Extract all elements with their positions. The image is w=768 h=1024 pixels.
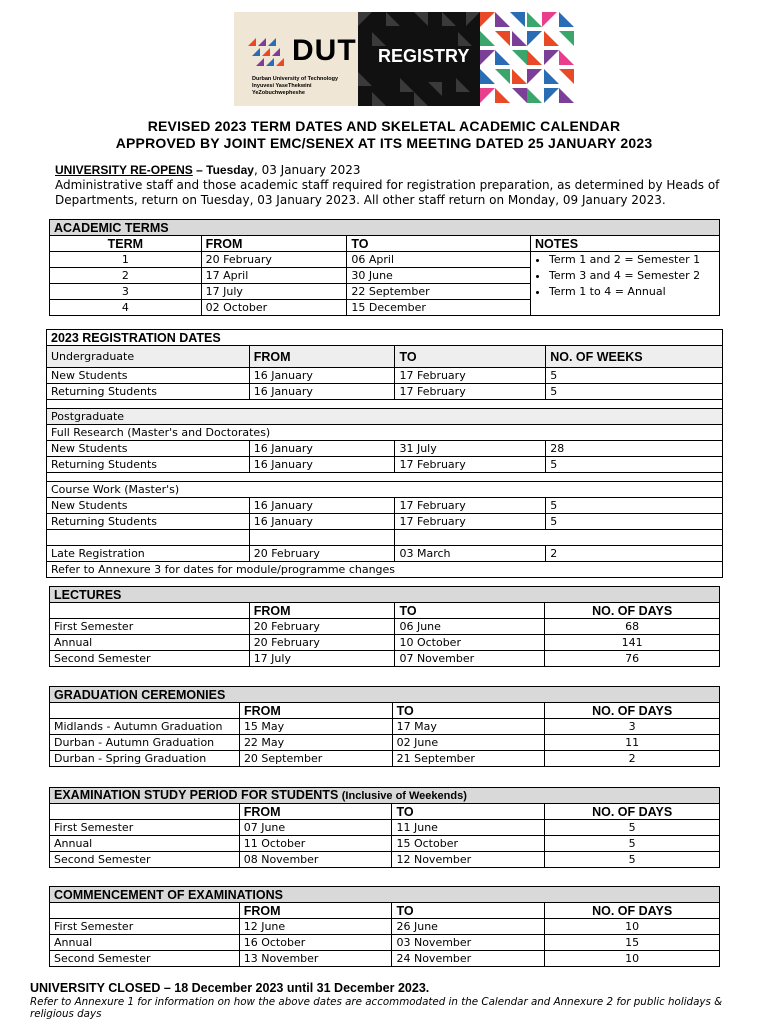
table-row (47, 368, 723, 384)
row-label: First Semester (50, 619, 250, 635)
row-label: New Students (47, 441, 250, 457)
col-days: NO. OF DAYS (545, 703, 720, 719)
to-value: 10 October (395, 635, 545, 651)
from-value: 22 May (239, 735, 392, 751)
table-row (50, 719, 720, 735)
to-value: 03 November (392, 935, 545, 951)
from-value: 11 October (239, 836, 392, 852)
col-blank (50, 804, 240, 820)
registry-label: REGISTRY (378, 46, 470, 66)
table-row (50, 919, 720, 935)
table-row (47, 498, 723, 514)
from-value: 08 November (239, 852, 392, 868)
university-closed-notice: UNIVERSITY CLOSED – 18 December 2023 until 31 December 2023. (30, 981, 430, 995)
graduation-title: GRADUATION CEREMONIES (50, 687, 720, 703)
table-row (50, 651, 720, 667)
table-row (50, 751, 720, 767)
to-value: 21 September (392, 751, 545, 767)
days-value: 76 (545, 651, 720, 667)
from-value: 15 May (239, 719, 392, 735)
university-name-english: Durban University of Technology (252, 76, 339, 82)
registration-title: 2023 REGISTRATION DATES (47, 330, 723, 346)
academic-terms-table (49, 219, 720, 316)
triangle-pattern-colour (480, 12, 574, 106)
days-value: 5 (545, 836, 720, 852)
col-to: TO (347, 236, 531, 252)
annexure-note: Refer to Annexure 3 for dates for module/programme changes (47, 562, 723, 578)
weeks-value: 5 (546, 368, 723, 384)
col-blank (50, 703, 240, 719)
exams-title: COMMENCEMENT OF EXAMINATIONS (50, 887, 720, 903)
table-row (47, 514, 723, 530)
from-value: 12 June (239, 919, 392, 935)
reopens-date: , 03 January 2023 (253, 163, 361, 177)
weeks-value: 5 (546, 514, 723, 530)
table-row (47, 457, 723, 473)
from-value: 16 October (239, 935, 392, 951)
term-from: 17 April (201, 268, 347, 284)
col-from: FROM (239, 903, 392, 919)
reopens-label: UNIVERSITY RE-OPENS (55, 163, 193, 177)
days-value: 11 (545, 735, 720, 751)
col-days: NO. OF DAYS (545, 804, 720, 820)
table-row (50, 852, 720, 868)
from-value: 16 January (249, 441, 395, 457)
table-row (50, 836, 720, 852)
academic-terms-title: ACADEMIC TERMS (50, 220, 720, 236)
col-from: FROM (249, 603, 395, 619)
university-name-zulu: Inyuvesi YaseThekwini YeZobuchwepheshe (252, 83, 312, 96)
section-row (47, 425, 723, 441)
registry-panel (358, 12, 480, 106)
from-value: 20 September (239, 751, 392, 767)
row-label: New Students (47, 368, 250, 384)
days-value: 68 (545, 619, 720, 635)
spacer-row (47, 473, 723, 482)
row-label: Returning Students (47, 457, 250, 473)
table-row (50, 951, 720, 967)
reopens-day: Tuesday (206, 163, 254, 177)
col-to: TO (395, 346, 546, 368)
registration-table (46, 329, 723, 578)
col-to: TO (395, 603, 545, 619)
col-blank (50, 603, 250, 619)
col-days: NO. OF DAYS (545, 603, 720, 619)
col-blank (50, 903, 240, 919)
row-label: Midlands - Autumn Graduation (50, 719, 240, 735)
col-term: TERM (50, 236, 202, 252)
days-value: 5 (545, 852, 720, 868)
spacer-row (47, 530, 723, 546)
lectures-title: LECTURES (50, 587, 720, 603)
exam-study-title (50, 788, 720, 804)
reopens-section (55, 163, 745, 208)
to-value: 03 March (395, 546, 546, 562)
from-value: 16 January (249, 384, 395, 400)
row-label: New Students (47, 498, 250, 514)
from-value: 17 July (249, 651, 395, 667)
weeks-value: 2 (546, 546, 723, 562)
col-from: FROM (201, 236, 347, 252)
undergraduate-label: Undergraduate (47, 346, 250, 368)
col-from: FROM (239, 703, 392, 719)
weeks-value: 5 (546, 457, 723, 473)
postgraduate-label: Postgraduate (47, 409, 723, 425)
col-to: TO (392, 703, 545, 719)
row-label: Annual (50, 836, 240, 852)
term-from: 02 October (201, 300, 347, 316)
from-value: 20 February (249, 619, 395, 635)
weeks-value: 5 (546, 498, 723, 514)
term-to: 15 December (347, 300, 531, 316)
days-value: 10 (545, 951, 720, 967)
section-row (47, 482, 723, 498)
table-row (50, 619, 720, 635)
to-value: 31 July (395, 441, 546, 457)
from-value: 16 January (249, 514, 395, 530)
table-row (47, 546, 723, 562)
table-row (47, 441, 723, 457)
weeks-value: 5 (546, 384, 723, 400)
to-value: 02 June (392, 735, 545, 751)
term-number: 1 (50, 252, 202, 268)
from-value: 16 January (249, 498, 395, 514)
to-value: 15 October (392, 836, 545, 852)
col-to: TO (392, 804, 545, 820)
dut-logo-text: DUT (292, 34, 357, 67)
from-value: 20 February (249, 635, 395, 651)
exam-study-table (49, 787, 720, 868)
term-to: 06 April (347, 252, 531, 268)
to-value: 17 February (395, 514, 546, 530)
to-value: 06 June (395, 619, 545, 635)
colour-pattern-panel (480, 12, 574, 106)
col-to: TO (392, 903, 545, 919)
term-number: 4 (50, 300, 202, 316)
term-number: 2 (50, 268, 202, 284)
term-notes (531, 252, 720, 316)
term-from: 20 February (201, 252, 347, 268)
from-value: 16 January (249, 457, 395, 473)
to-value: 11 June (392, 820, 545, 836)
to-value: 12 November (392, 852, 545, 868)
weeks-value: 28 (546, 441, 723, 457)
note-row (47, 562, 723, 578)
term-from: 17 July (201, 284, 347, 300)
footer-note: Refer to Annexure 1 for information on how the above dates are accommodated in the Calendar and Annexure 2 for public holidays & religious days (30, 996, 723, 1020)
lectures-table (49, 586, 720, 667)
table-row (47, 384, 723, 400)
to-value: 17 February (395, 368, 546, 384)
col-notes: NOTES (531, 236, 720, 252)
row-label: Late Registration (47, 546, 250, 562)
note-item: • Term 3 and 4 = Semester 2 (549, 268, 715, 284)
row-label: First Semester (50, 919, 240, 935)
graduation-table (49, 686, 720, 767)
row-label: Second Semester (50, 651, 250, 667)
to-value: 17 February (395, 384, 546, 400)
registry-banner (234, 12, 574, 106)
table-row (50, 935, 720, 951)
col-from: FROM (249, 346, 395, 368)
row-label: Second Semester (50, 951, 240, 967)
note-item: • Term 1 to 4 = Annual (549, 284, 715, 300)
term-to: 22 September (347, 284, 531, 300)
days-value: 2 (545, 751, 720, 767)
university-name (252, 76, 356, 97)
note-item: • Term 1 and 2 = Semester 1 (549, 252, 715, 268)
spacer-row (47, 400, 723, 409)
section-row (47, 409, 723, 425)
document-title-line1: REVISED 2023 TERM DATES AND SKELETAL ACADEMIC CALENDAR (147, 118, 621, 134)
to-value: 24 November (392, 951, 545, 967)
term-to: 30 June (347, 268, 531, 284)
row-label: Durban - Spring Graduation (50, 751, 240, 767)
row-label: Returning Students (47, 514, 250, 530)
row-label: First Semester (50, 820, 240, 836)
reopens-text: Administrative staff and those academic staff required for registration preparation, as determined by Heads of Departments, return on Tuesday, 03 January 2023. All other staff return on Monday, 09 January 2023. (55, 178, 720, 207)
course-work-label: Course Work (Master's) (47, 482, 723, 498)
table-row (50, 735, 720, 751)
to-value: 17 May (392, 719, 545, 735)
document-title-line2: APPROVED BY JOINT EMC/SENEX AT ITS MEETING DATED 25 JANUARY 2023 (115, 135, 653, 151)
dut-logo-mark-icon (248, 38, 288, 68)
row-label: Returning Students (47, 384, 250, 400)
col-days: NO. OF DAYS (545, 903, 720, 919)
exam-study-title-main: EXAMINATION STUDY PERIOD FOR STUDENTS (54, 788, 339, 802)
table-row (50, 252, 720, 268)
exam-study-title-suffix: (Inclusive of Weekends) (341, 790, 467, 802)
dut-logo-panel (234, 12, 358, 106)
days-value: 5 (545, 820, 720, 836)
to-value: 17 February (395, 498, 546, 514)
days-value: 10 (545, 919, 720, 935)
row-label: Annual (50, 635, 250, 651)
from-value: 13 November (239, 951, 392, 967)
reopens-dash: – (192, 163, 207, 177)
days-value: 15 (545, 935, 720, 951)
col-weeks: NO. OF WEEKS (546, 346, 723, 368)
full-research-label: Full Research (Master's and Doctorates) (47, 425, 723, 441)
exams-table (49, 886, 720, 967)
days-value: 141 (545, 635, 720, 651)
to-value: 17 February (395, 457, 546, 473)
row-label: Annual (50, 935, 240, 951)
term-number: 3 (50, 284, 202, 300)
row-label: Second Semester (50, 852, 240, 868)
col-from: FROM (239, 804, 392, 820)
row-label: Durban - Autumn Graduation (50, 735, 240, 751)
from-value: 20 February (249, 546, 395, 562)
table-row (50, 635, 720, 651)
days-value: 3 (545, 719, 720, 735)
from-value: 16 January (249, 368, 395, 384)
table-row (50, 820, 720, 836)
from-value: 07 June (239, 820, 392, 836)
to-value: 26 June (392, 919, 545, 935)
to-value: 07 November (395, 651, 545, 667)
